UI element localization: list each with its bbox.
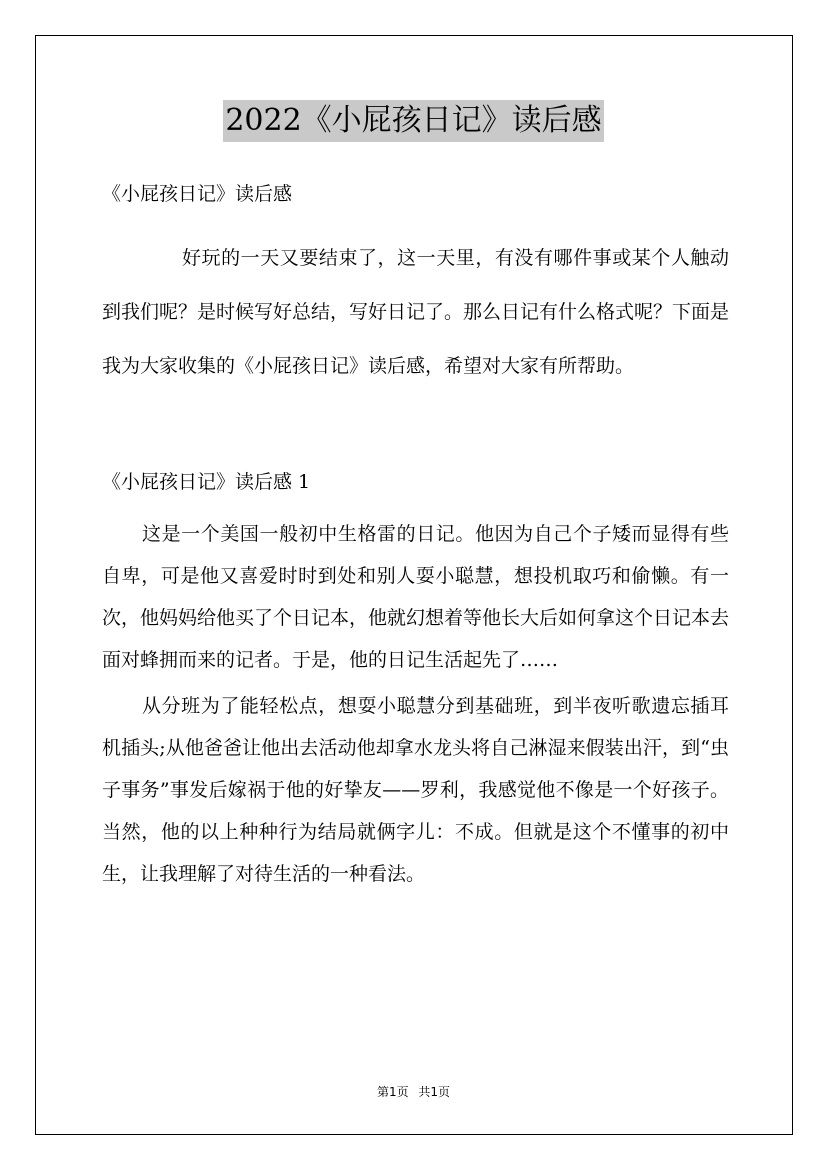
page-total: 共1页 xyxy=(418,1085,451,1099)
page-number: 第1页 xyxy=(376,1085,409,1099)
body-paragraph: 这是一个美国一般初中生格雷的日记。他因为自己个子矮而显得有些自卑，可是他又喜爱时时到处和别人耍小聪慧，想投机取巧和偷懒。有一次，他妈妈给他买了个日记本，他就幻想着等他长大后如何拿这个日记本去面对蜂拥而来的记者。于是，他的日记生活起先了…… xyxy=(102,523,730,671)
intro-paragraph: 好玩的一天又要结束了，这一天里，有没有哪件事或某个人触动到我们呢？是时候写好总结，写好日记了。那么日记有什么格式呢？下面是我为大家收集的《小屁孩日记》读后感，希望对大家有所帮助。 xyxy=(102,247,730,377)
title-wrap xyxy=(0,100,827,142)
page-footer xyxy=(0,1083,827,1100)
body-paragraph: 从分班为了能轻松点，想耍小聪慧分到基础班，到半夜听歌遗忘插耳机插头;从他爸爸让他出去活动他却拿水龙头将自己淋湿来假装出汗，到“虫子事务”事发后嫁祸于他的好挚友——罗利，我感觉他不像是一个好孩子。当然，他的以上种种行为结局就俩字儿：不成。但就是这个不懂事的初中生，让我理解了对待生活的一种看法。 xyxy=(102,695,729,885)
document-title: 2022《小屁孩日记》读后感 xyxy=(223,100,603,142)
document-body xyxy=(102,176,729,895)
section-heading: 《小屁孩日记》读后感 1 xyxy=(102,471,311,493)
subtitle: 《小屁孩日记》读后感 xyxy=(102,183,293,205)
